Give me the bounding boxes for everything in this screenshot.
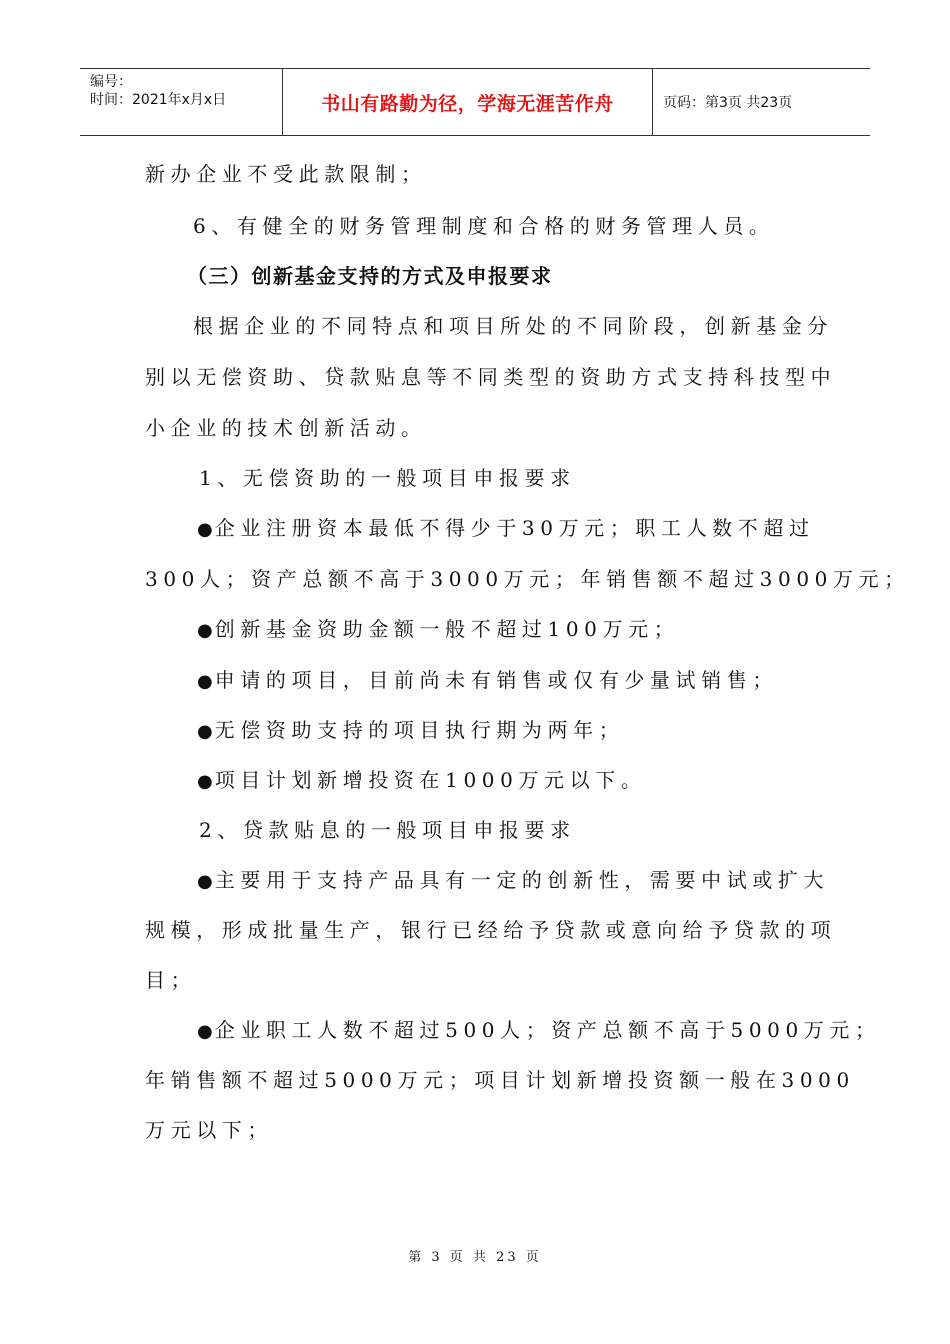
- section-heading: （三）创新基金支持的方式及申报要求: [187, 264, 553, 288]
- bullet-text: 企业注册资本最低不得少于30万元；职工人数不超过: [214, 516, 815, 540]
- bullet-item: [197, 664, 778, 693]
- paragraph-line: 根据企业的不同特点和项目所处的不同阶段，创新基金分: [193, 314, 833, 338]
- paragraph-line: 300人；资产总额不高于3000万元；年销售额不超过3000万元；: [145, 567, 910, 591]
- bullet-item: [197, 1014, 881, 1043]
- bullet-item: [197, 613, 679, 642]
- paragraph-line: 别以无偿资助、贷款贴息等不同类型的资助方式支持科技型中: [145, 365, 837, 389]
- paragraph-line: 小企业的技术创新活动。: [145, 416, 427, 440]
- bullet-icon: ●: [197, 1021, 213, 1042]
- paragraph-line: 规模，形成批量生产，银行已经给予贷款或意向给予贷款的项: [145, 918, 837, 942]
- header-motto: 书山有路勤为径，学海无涯苦作舟: [283, 69, 653, 135]
- bullet-icon: ●: [197, 771, 213, 792]
- paragraph-line: 6、有健全的财务管理制度和合格的财务管理人员。: [193, 214, 775, 238]
- subsection-heading: 1、无偿资助的一般项目申报要求: [199, 466, 576, 490]
- paragraph-line: 年销售额不超过5000万元；项目计划新增投资额一般在3000: [145, 1068, 855, 1092]
- bullet-item: [197, 764, 646, 793]
- bullet-item: [197, 864, 829, 893]
- bullet-text: 创新基金资助金额一般不超过100万元；: [214, 617, 680, 641]
- bullet-icon: ●: [197, 721, 213, 742]
- bullet-icon: ●: [197, 671, 213, 692]
- document-number-label: 编号：: [90, 74, 132, 90]
- bullet-text: 申请的项目，目前尚未有销售或仅有少量试销售；: [214, 668, 778, 692]
- bullet-icon: ●: [197, 620, 213, 641]
- header-page-info: 页码：第3页 共23页: [663, 95, 793, 111]
- header-meta: [80, 69, 283, 135]
- paragraph-line: 目；: [145, 968, 197, 992]
- bullet-item: [197, 714, 624, 743]
- paragraph-line: 新办企业不受此款限制；: [145, 162, 427, 186]
- subsection-heading: 2、贷款贴息的一般项目申报要求: [199, 818, 576, 842]
- bullet-icon: ●: [197, 871, 213, 892]
- bullet-icon: ●: [197, 519, 213, 540]
- bullet-text: 主要用于支持产品具有一定的创新性，需要中试或扩大: [214, 868, 830, 892]
- bullet-item: [197, 512, 815, 541]
- page-header: [80, 68, 870, 136]
- bullet-text: 项目计划新增投资在1000万元以下。: [214, 768, 647, 792]
- paragraph-line: 万元以下；: [145, 1118, 273, 1142]
- bullet-text: 无偿资助支持的项目执行期为两年；: [214, 718, 625, 742]
- bullet-text: 企业职工人数不超过500人；资产总额不高于5000万元；: [214, 1018, 881, 1042]
- document-date-label: 时间：2021年x月x日: [90, 92, 227, 108]
- page-footer: 第 3 页 共 23 页: [408, 1250, 542, 1265]
